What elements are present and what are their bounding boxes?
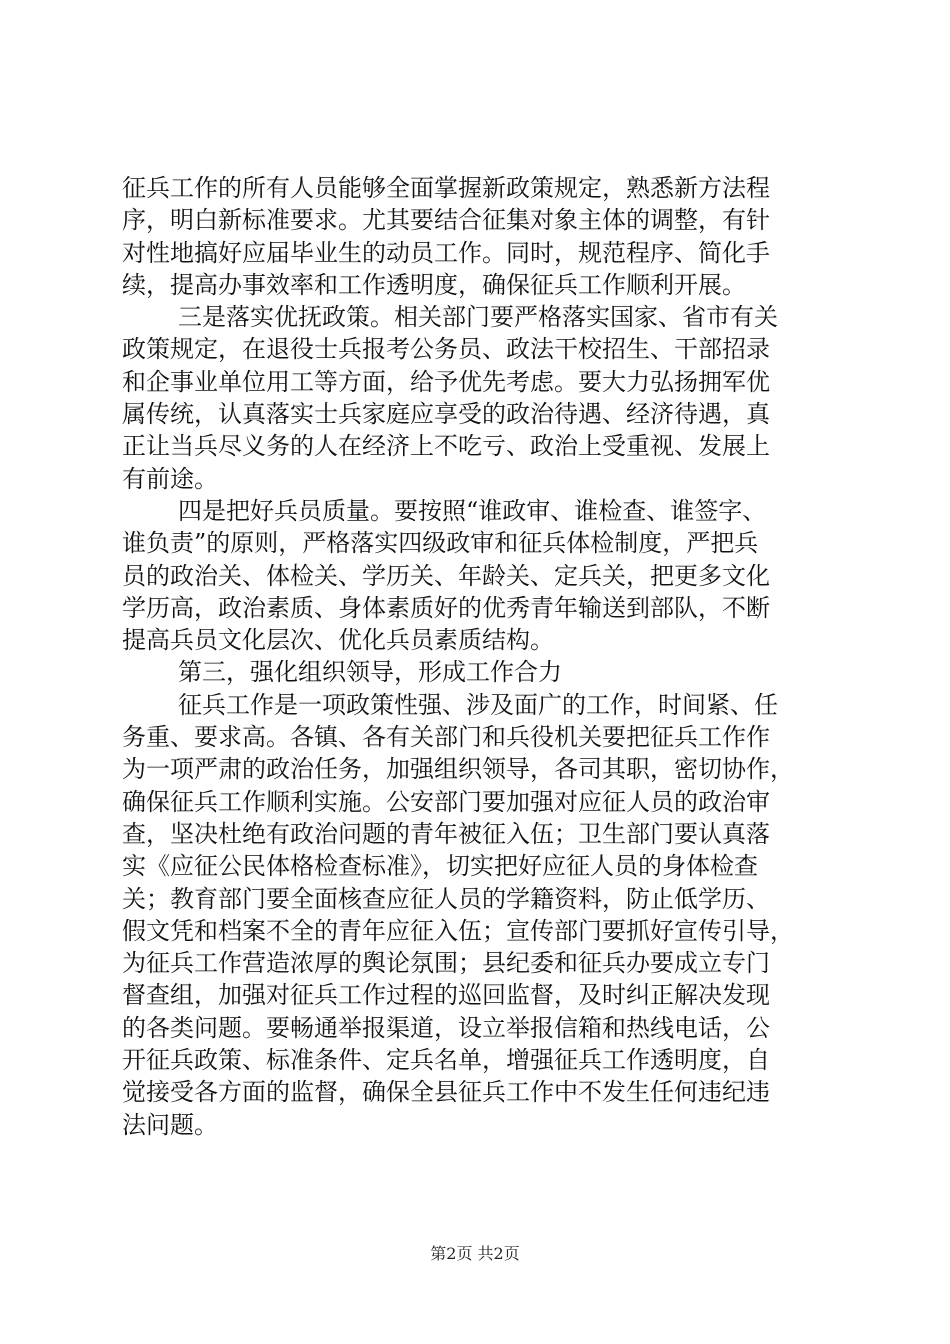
text-line: 员的政治关、体检关、学历关、年龄关、定兵关，把更多文化 <box>122 561 770 590</box>
text-line: 关；教育部门要全面核查应征人员的学籍资料，防止低学历、 <box>122 884 770 913</box>
text-line: 为一项严肃的政治任务，加强组织领导，各司其职，密切协作， <box>122 755 794 784</box>
text-line: 提高兵员文化层次、优化兵员素质结构。 <box>122 626 554 655</box>
page-footer-page-number: 第2页 共2页 <box>430 1244 520 1263</box>
text-line: 实《应征公民体格检查标准》，切实把好应征人员的身体检查 <box>122 852 758 881</box>
text-line: 学历高，政治素质、身体素质好的优秀青年输送到部队，不断 <box>122 593 770 622</box>
text-line: 觉接受各方面的监督，确保全县征兵工作中不发生任何违纪违 <box>122 1078 770 1107</box>
section-heading: 第三，强化组织领导，形成工作合力 <box>178 658 562 687</box>
text-line: 的各类问题。要畅通举报渠道，设立举报信箱和热线电话，公 <box>122 1013 770 1042</box>
text-line: 序，明白新标准要求。尤其要结合征集对象主体的调整，有针 <box>122 206 770 235</box>
paragraph-first-line: 征兵工作是一项政策性强、涉及面广的工作，时间紧、任 <box>178 690 778 719</box>
text-line: 查，坚决杜绝有政治问题的青年被征入伍；卫生部门要认真落 <box>122 819 770 848</box>
text-line: 谁负责”的原则，严格落实四级政审和征兵体检制度，严把兵 <box>122 529 759 558</box>
text-line: 确保征兵工作顺利实施。公安部门要加强对应征人员的政治审 <box>122 787 770 816</box>
text-line: 有前途。 <box>122 464 218 493</box>
text-line: 督查组，加强对征兵工作过程的巡回监督，及时纠正解决发现 <box>122 981 770 1010</box>
text-line: 对性地搞好应届毕业生的动员工作。同时，规范程序、简化手 <box>122 238 770 267</box>
text-line: 开征兵政策、标准条件、定兵名单，增强征兵工作透明度，自 <box>122 1046 770 1075</box>
text-line: 正让当兵尽义务的人在经济上不吃亏、政治上受重视、发展上 <box>122 432 770 461</box>
paragraph-heading-line: 四是把好兵员质量。要按照“谁政审、谁检查、谁签字、 <box>178 496 767 525</box>
document-body <box>122 172 834 1141</box>
text-line: 为征兵工作营造浓厚的舆论氛围；县纪委和征兵办要成立专门 <box>122 949 770 978</box>
paragraph-heading-line: 三是落实优抚政策。相关部门要严格落实国家、省市有关 <box>178 303 778 332</box>
text-line: 属传统，认真落实士兵家庭应享受的政治待遇、经济待遇，真 <box>122 400 770 429</box>
text-line: 假文凭和档案不全的青年应征入伍；宣传部门要抓好宣传引导， <box>122 916 794 945</box>
text-line: 政策规定，在退役士兵报考公务员、政法干校招生、干部招录 <box>122 335 770 364</box>
text-line: 务重、要求高。各镇、各有关部门和兵役机关要把征兵工作作 <box>122 723 770 752</box>
text-line: 和企事业单位用工等方面，给予优先考虑。要大力弘扬拥军优 <box>122 367 770 396</box>
text-line: 征兵工作的所有人员能够全面掌握新政策规定，熟悉新方法程 <box>122 174 770 202</box>
text-line: 续，提高办事效率和工作透明度，确保征兵工作顺利开展。 <box>122 270 746 299</box>
text-line: 法问题。 <box>122 1110 218 1139</box>
